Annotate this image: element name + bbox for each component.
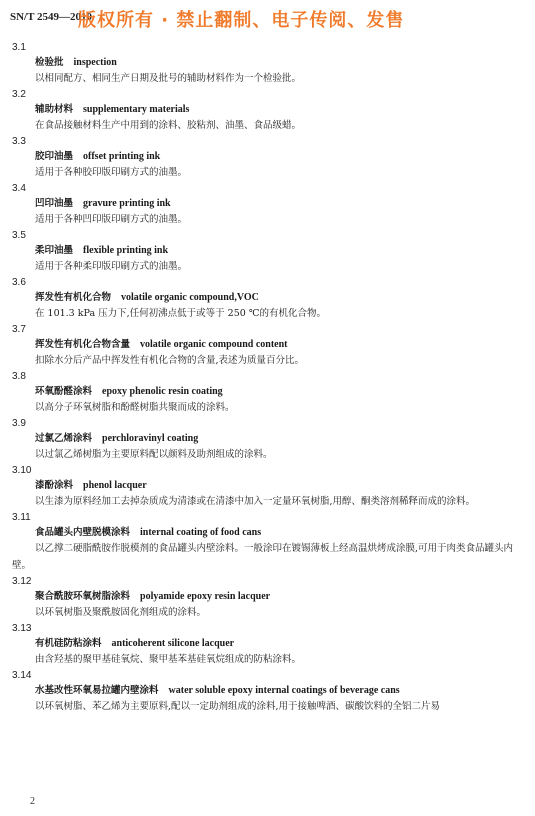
term-number: 3.11 <box>12 512 31 523</box>
term-english: flexible printing ink <box>83 245 169 256</box>
term-title <box>12 196 524 211</box>
term-entry <box>12 463 524 510</box>
term-title <box>12 243 524 258</box>
term-number: 3.13 <box>12 623 32 634</box>
term-definition: 以高分子环氧树脂和酚醛树脂共聚而成的涂料。 <box>35 402 235 413</box>
term-number: 3.10 <box>12 465 32 476</box>
term-number: 3.7 <box>12 324 26 335</box>
term-chinese: 食品罐头内壁脱模涂料 <box>35 527 131 538</box>
term-title <box>12 525 524 540</box>
term-entry <box>12 228 524 275</box>
term-definition: 以环氧树脂及聚酰胺固化剂组成的涂料。 <box>35 607 207 618</box>
term-chinese: 挥发性有机化合物含量 <box>35 339 131 350</box>
term-title <box>12 290 524 305</box>
term-title <box>12 589 524 604</box>
standard-code: SN/T 2549—2010 <box>10 11 93 23</box>
term-english: polyamide epoxy resin lacquer <box>140 591 271 602</box>
term-english: offset printing ink <box>83 151 161 162</box>
term-title <box>12 384 524 399</box>
term-entry <box>12 322 524 369</box>
term-english: phenol lacquer <box>83 480 147 491</box>
term-number: 3.9 <box>12 418 26 429</box>
term-definition: 扣除水分后产品中挥发性有机化合物的含量,表述为质量百分比。 <box>35 355 305 366</box>
term-chinese: 环氧酚醛涂料 <box>35 386 93 397</box>
term-entry <box>12 416 524 463</box>
term-number: 3.1 <box>12 42 26 53</box>
term-number: 3.8 <box>12 371 26 382</box>
term-definition: 适用于各种柔印版印刷方式的油墨。 <box>35 261 188 272</box>
page-header <box>10 6 525 32</box>
term-english: supplementary materials <box>83 104 190 115</box>
term-title <box>12 102 524 117</box>
term-definition: 适用于各种凹印版印刷方式的油墨。 <box>35 214 188 225</box>
term-chinese: 检验批 <box>35 57 64 68</box>
term-title <box>12 683 524 698</box>
term-title <box>12 149 524 164</box>
term-entry <box>12 275 524 322</box>
term-title <box>12 478 524 493</box>
term-number: 3.4 <box>12 183 26 194</box>
term-chinese: 聚合酰胺环氧树脂涂料 <box>35 591 131 602</box>
term-chinese: 水基改性环氧易拉罐内壁涂料 <box>35 685 159 696</box>
term-chinese: 漆酚涂料 <box>35 480 74 491</box>
term-english: volatile organic compound,VOC <box>121 292 259 303</box>
term-english: inspection <box>73 57 117 68</box>
term-definition: 在食品接触材料生产中用到的涂料、胶粘剂、油墨、食品级蜡。 <box>35 120 302 131</box>
term-entry <box>12 621 524 668</box>
term-number: 3.12 <box>12 576 32 587</box>
term-chinese: 柔印油墨 <box>35 245 74 256</box>
term-english: perchloravinyl coating <box>102 433 199 444</box>
term-entry <box>12 574 524 621</box>
term-number: 3.3 <box>12 136 26 147</box>
term-entry <box>12 369 524 416</box>
term-definition: 以乙撑二硬脂酰胺作脱模剂的食品罐头内壁涂料。一般涂印在镀锡薄板上经高温烘烤成涂膜,可用于肉类食品罐头内壁。 <box>12 543 514 571</box>
term-definition: 以生漆为原料经加工去掉杂质成为清漆或在清漆中加入一定量环氧树脂,用醇、酮类溶剂稀释而成的涂料。 <box>35 496 476 507</box>
term-chinese: 胶印油墨 <box>35 151 74 162</box>
term-english: gravure printing ink <box>83 198 171 209</box>
term-number: 3.2 <box>12 89 26 100</box>
term-english: anticoherent silicone lacquer <box>111 638 235 649</box>
term-number: 3.5 <box>12 230 26 241</box>
term-entry <box>12 181 524 228</box>
term-chinese: 挥发性有机化合物 <box>35 292 112 303</box>
term-definition: 在 101.3 kPa 压力下,任何初沸点低于或等于 250 ℃的有机化合物。 <box>35 308 326 319</box>
term-title <box>12 337 524 352</box>
term-title <box>12 55 524 70</box>
terms-list <box>12 40 524 715</box>
term-definition: 以环氧树脂、苯乙烯为主要原料,配以一定助剂组成的涂料,用于接触啤酒、碳酸饮料的全铝二片易 <box>35 701 441 712</box>
term-definition: 由含羟基的聚甲基硅氧烷、聚甲基苯基硅氧烷组成的防粘涂料。 <box>35 654 302 665</box>
term-title <box>12 431 524 446</box>
term-definition: 以相同配方、相同生产日期及批号的辅助材料作为一个检验批。 <box>35 73 302 84</box>
term-chinese: 有机硅防粘涂料 <box>35 638 102 649</box>
term-chinese: 过氯乙烯涂料 <box>35 433 93 444</box>
term-entry <box>12 87 524 134</box>
term-definition: 适用于各种胶印版印刷方式的油墨。 <box>35 167 188 178</box>
term-english: volatile organic compound content <box>140 339 288 350</box>
term-english: epoxy phenolic resin coating <box>102 386 223 397</box>
term-entry <box>12 668 524 715</box>
page-number: 2 <box>30 796 35 807</box>
term-english: internal coating of food cans <box>140 527 262 538</box>
term-number: 3.6 <box>12 277 26 288</box>
term-number: 3.14 <box>12 670 32 681</box>
term-entry <box>12 510 524 574</box>
term-title <box>12 636 524 651</box>
term-chinese: 辅助材料 <box>35 104 74 115</box>
term-entry <box>12 134 524 181</box>
term-entry <box>12 40 524 87</box>
copyright-watermark: 版权所有 · 禁止翻制、电子传阅、发售 <box>78 10 405 31</box>
term-english: water soluble epoxy internal coatings of beverage cans <box>168 685 400 696</box>
term-chinese: 凹印油墨 <box>35 198 74 209</box>
term-definition: 以过氯乙烯树脂为主要原料配以颜料及助剂组成的涂料。 <box>35 449 273 460</box>
